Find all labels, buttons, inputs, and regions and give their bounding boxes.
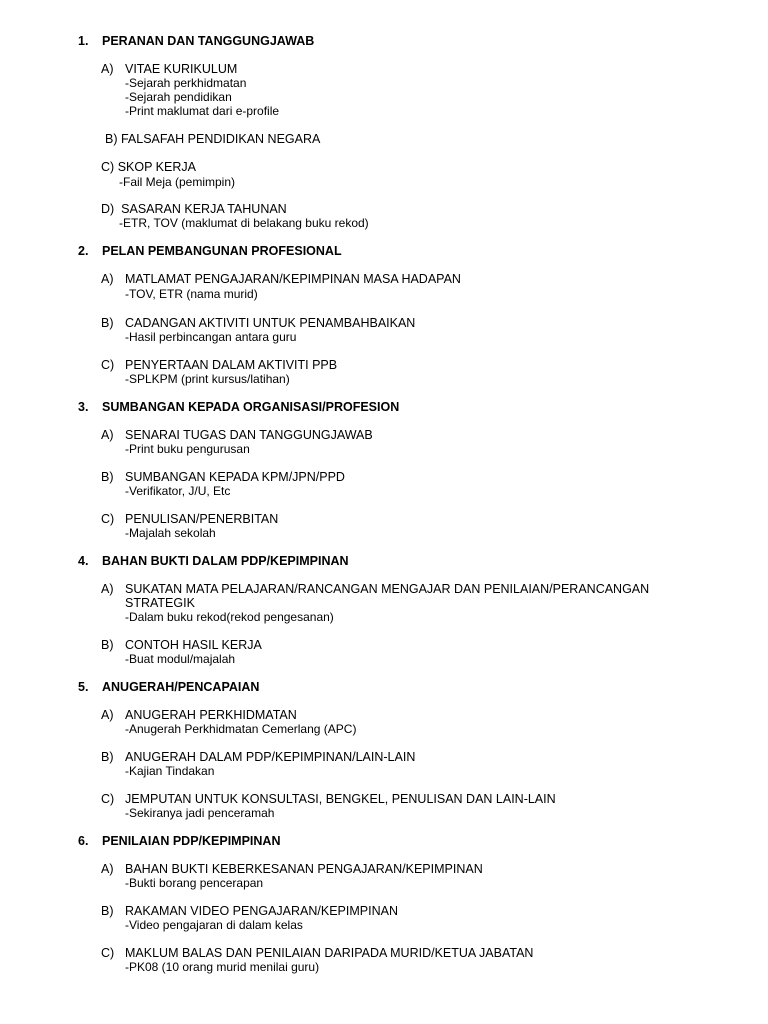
detail-line: -Buat modul/majalah	[125, 652, 236, 666]
detail-line: -Kajian Tindakan	[125, 764, 215, 778]
subsection-heading: C) PENYERTAAN DALAM AKTIVITI PPB	[101, 358, 338, 372]
detail-line: -ETR, TOV (maklumat di belakang buku rekod)	[119, 216, 369, 230]
subsection-heading: C) MAKLUM BALAS DAN PENILAIAN DARIPADA MURID/KETUA JABATAN	[101, 946, 534, 960]
subsection-heading: A) SUKATAN MATA PELAJARAN/RANCANGAN MENGAJAR DAN PENILAIAN/PERANCANGAN	[101, 582, 650, 596]
subsection-heading: A) MATLAMAT PENGAJARAN/KEPIMPINAN MASA HADAPAN	[101, 272, 461, 286]
subsection-heading: C) SKOP KERJA	[101, 160, 196, 174]
section-heading: 1. PERANAN DAN TANGGUNGJAWAB	[78, 34, 315, 48]
detail-line: -Hasil perbincangan antara guru	[125, 330, 297, 344]
section-heading: 2. PELAN PEMBANGUNAN PROFESIONAL	[78, 244, 342, 258]
subsection-heading: A) BAHAN BUKTI KEBERKESANAN PENGAJARAN/KEPIMPINAN	[101, 862, 483, 876]
detail-line: -Print maklumat dari e-profile	[125, 104, 280, 118]
detail-line: -Sejarah pendidikan	[125, 90, 232, 104]
detail-line: -Verifikator, J/U, Etc	[125, 484, 231, 498]
subsection-heading: D) SASARAN KERJA TAHUNAN	[101, 202, 287, 216]
detail-line: -Sejarah perkhidmatan	[125, 76, 247, 90]
section-heading: 3. SUMBANGAN KEPADA ORGANISASI/PROFESION	[78, 400, 400, 414]
detail-line: -Majalah sekolah	[125, 526, 216, 540]
detail-line: -PK08 (10 orang murid menilai guru)	[125, 960, 320, 974]
subsection-heading: B) FALSAFAH PENDIDIKAN NEGARA	[105, 132, 321, 146]
section-heading: 5. ANUGERAH/PENCAPAIAN	[78, 680, 260, 694]
detail-line: -SPLKPM (print kursus/latihan)	[125, 372, 290, 386]
detail-line: -Bukti borang pencerapan	[125, 876, 264, 890]
section-heading: 4. BAHAN BUKTI DALAM PDP/KEPIMPINAN	[78, 554, 349, 568]
detail-line: -Dalam buku rekod(rekod pengesanan)	[125, 610, 334, 624]
subsection-heading: B) SUMBANGAN KEPADA KPM/JPN/PPD	[101, 470, 345, 484]
subsection-heading: B) CONTOH HASIL KERJA	[101, 638, 262, 652]
subsection-heading: A) ANUGERAH PERKHIDMATAN	[101, 708, 297, 722]
detail-line: -Anugerah Perkhidmatan Cemerlang (APC)	[125, 722, 357, 736]
section-heading: 6. PENILAIAN PDP/KEPIMPINAN	[78, 834, 281, 848]
detail-line: -TOV, ETR (nama murid)	[125, 287, 258, 301]
subsection-heading: B) CADANGAN AKTIVITI UNTUK PENAMBAHBAIKAN	[101, 316, 416, 330]
subsection-heading: C) JEMPUTAN UNTUK KONSULTASI, BENGKEL, PENULISAN DAN LAIN-LAIN	[101, 792, 556, 806]
subsection-heading: B) ANUGERAH DALAM PDP/KEPIMPINAN/LAIN-LAIN	[101, 750, 416, 764]
subsection-heading: C) PENULISAN/PENERBITAN	[101, 512, 279, 526]
subsection-heading-continued: STRATEGIK	[125, 596, 195, 610]
detail-line: -Fail Meja (pemimpin)	[119, 175, 236, 189]
detail-line: -Video pengajaran di dalam kelas	[125, 918, 303, 932]
subsection-heading: A) SENARAI TUGAS DAN TANGGUNGJAWAB	[101, 428, 373, 442]
detail-line: -Sekiranya jadi penceramah	[125, 806, 275, 820]
subsection-heading: A) VITAE KURIKULUM	[101, 62, 238, 76]
subsection-heading: B) RAKAMAN VIDEO PENGAJARAN/KEPIMPINAN	[101, 904, 398, 918]
detail-line: -Print buku pengurusan	[125, 442, 250, 456]
